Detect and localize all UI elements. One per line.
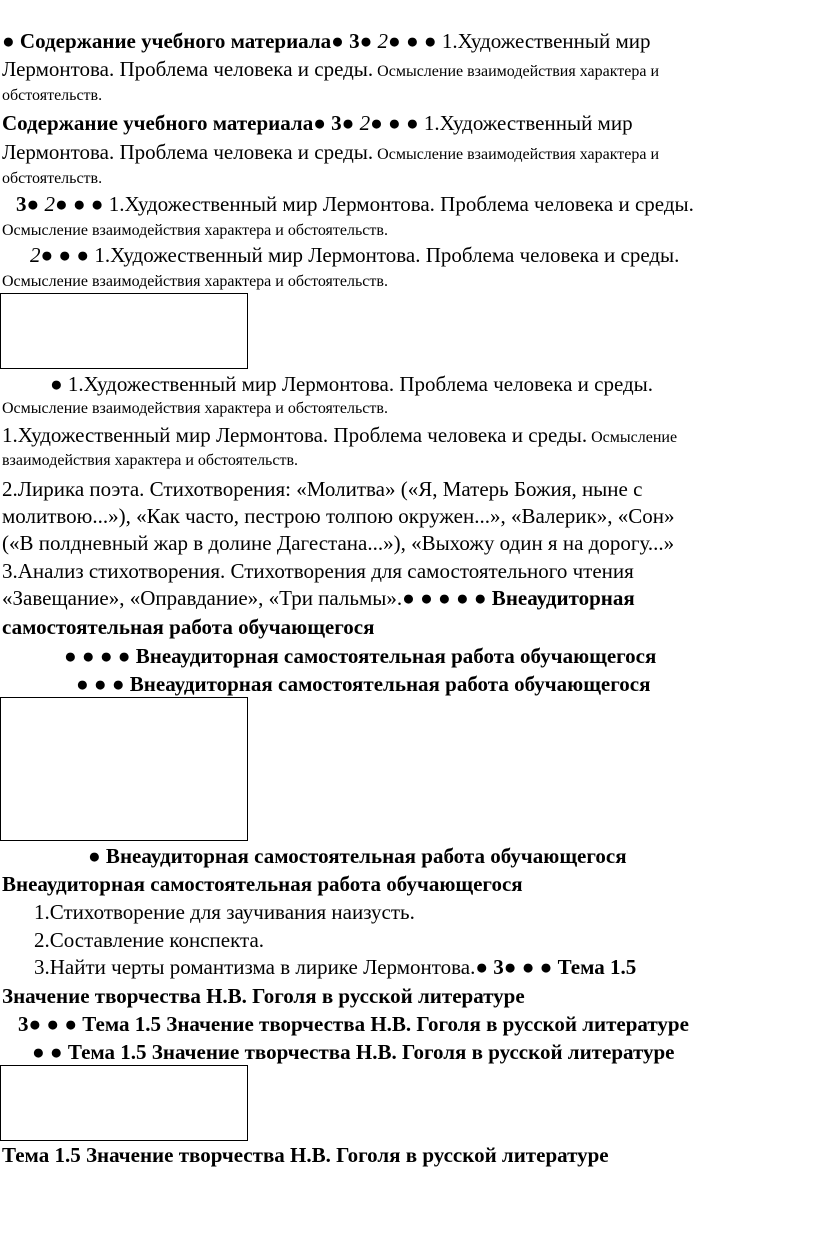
topic-line-5 bbox=[2, 141, 814, 164]
lyrics-line-3: («В полдневный жар в долине Дагестана...»), «Выхожу один я на дорогу...» bbox=[2, 531, 675, 555]
hours-marker: 2● ● ● bbox=[359, 111, 419, 135]
lyrics-line-1: 2.Лирика поэта. Стихотворения: «Молитва» («Я, Матерь Божия, ныне с bbox=[2, 477, 643, 501]
topic-title: 1.Художественный мир Лермонтова. Проблема человека и среды. bbox=[89, 243, 680, 267]
analysis-line-2 bbox=[2, 587, 814, 610]
extracurricular-heading-3: ● ● ● Внеаудиторная самостоятельная работа обучающегося bbox=[76, 672, 651, 696]
extracurricular-heading-2: ● ● ● ● Внеаудиторная самостоятельная работа обучающегося bbox=[64, 644, 657, 668]
topic-text: 1.Художественный мир Лермонтова. Проблема человека и среды. bbox=[2, 423, 588, 447]
topic-15-heading: ● 3● ● ● Тема 1.5 bbox=[475, 955, 637, 979]
topic-note: Осмысление взаимодействия характера и bbox=[373, 63, 660, 80]
hours-marker: 2● ● ● bbox=[30, 243, 90, 267]
topic-line-12: Осмысление взаимодействия характера и обстоятельств. bbox=[2, 400, 388, 417]
content-heading-line-1 bbox=[2, 30, 814, 53]
topic-line-14: взаимодействия характера и обстоятельств. bbox=[2, 452, 298, 469]
topic-15-heading-3: ● ● Тема 1.5 Значение творчества Н.В. Гоголя в русской литературе bbox=[32, 1040, 675, 1064]
hours-marker: 2● ● ● bbox=[44, 192, 104, 216]
topic-line-2 bbox=[2, 58, 814, 81]
empty-table-cell-3 bbox=[0, 1065, 248, 1141]
extracurricular-heading-5: Внеаудиторная самостоятельная работа обучающегося bbox=[2, 872, 523, 896]
topic-15-heading-cont: Значение творчества Н.В. Гоголя в русской литературе bbox=[2, 984, 525, 1008]
topic-title: 1.Художественный мир bbox=[418, 111, 633, 135]
extracurricular-heading-4: ● Внеаудиторная самостоятельная работа обучающегося bbox=[88, 844, 627, 868]
extracurricular-heading: ● ● ● ● ● Внеаудиторная bbox=[402, 586, 635, 610]
topic-note: Осмысление взаимодействия характера и bbox=[373, 146, 660, 163]
topic-line-3: обстоятельств. bbox=[2, 87, 103, 104]
extracurricular-heading-cont: самостоятельная работа обучающегося bbox=[2, 615, 375, 639]
poem-list: «Завещание», «Оправдание», «Три пальмы». bbox=[2, 586, 403, 610]
topic-line-6: обстоятельств. bbox=[2, 170, 103, 187]
topic-line-13 bbox=[2, 424, 814, 447]
lyrics-line-2: молитвою...»), «Как часто, пестрою толпою окружен...», «Валерик», «Сон» bbox=[2, 504, 675, 528]
topic-line-10: Осмысление взаимодействия характера и обстоятельств. bbox=[2, 273, 388, 290]
content-heading: Содержание учебного материала● 3● bbox=[2, 111, 360, 135]
topic-15-heading-4: Тема 1.5 Значение творчества Н.В. Гоголя в русской литературе bbox=[2, 1143, 609, 1167]
topic-line-11: ● 1.Художественный мир Лермонтова. Проблема человека и среды. bbox=[50, 372, 654, 396]
content-heading: ● Содержание учебного материала● 3● bbox=[2, 29, 378, 53]
topic-note: Осмысление bbox=[587, 429, 678, 446]
hours-marker: 2● ● ● bbox=[377, 29, 437, 53]
topic-line-9 bbox=[30, 244, 814, 267]
topic-text: Лермонтова. Проблема человека и среды. bbox=[2, 57, 374, 81]
task-1: 1.Стихотворение для заучивания наизусть. bbox=[34, 900, 415, 924]
topic-line-7 bbox=[16, 193, 814, 216]
empty-table-cell-1 bbox=[0, 293, 248, 369]
content-heading-line-2 bbox=[2, 112, 814, 135]
empty-table-cell-2 bbox=[0, 697, 248, 841]
topic-line-8: Осмысление взаимодействия характера и обстоятельств. bbox=[2, 222, 388, 239]
analysis-line-1: 3.Анализ стихотворения. Стихотворения для самостоятельного чтения bbox=[2, 559, 634, 583]
task-2: 2.Составление конспекта. bbox=[34, 928, 265, 952]
topic-text: Лермонтова. Проблема человека и среды. bbox=[2, 140, 374, 164]
topic-title: 1.Художественный мир Лермонтова. Проблема человека и среды. bbox=[103, 192, 694, 216]
task-3 bbox=[34, 956, 814, 979]
topic-title: 1.Художественный мир bbox=[436, 29, 651, 53]
task-3-text: 3.Найти черты романтизма в лирике Лермонтова. bbox=[34, 955, 476, 979]
hours-number: 3● bbox=[16, 192, 45, 216]
topic-15-heading-2: 3● ● ● Тема 1.5 Значение творчества Н.В. Гоголя в русской литературе bbox=[18, 1012, 689, 1036]
